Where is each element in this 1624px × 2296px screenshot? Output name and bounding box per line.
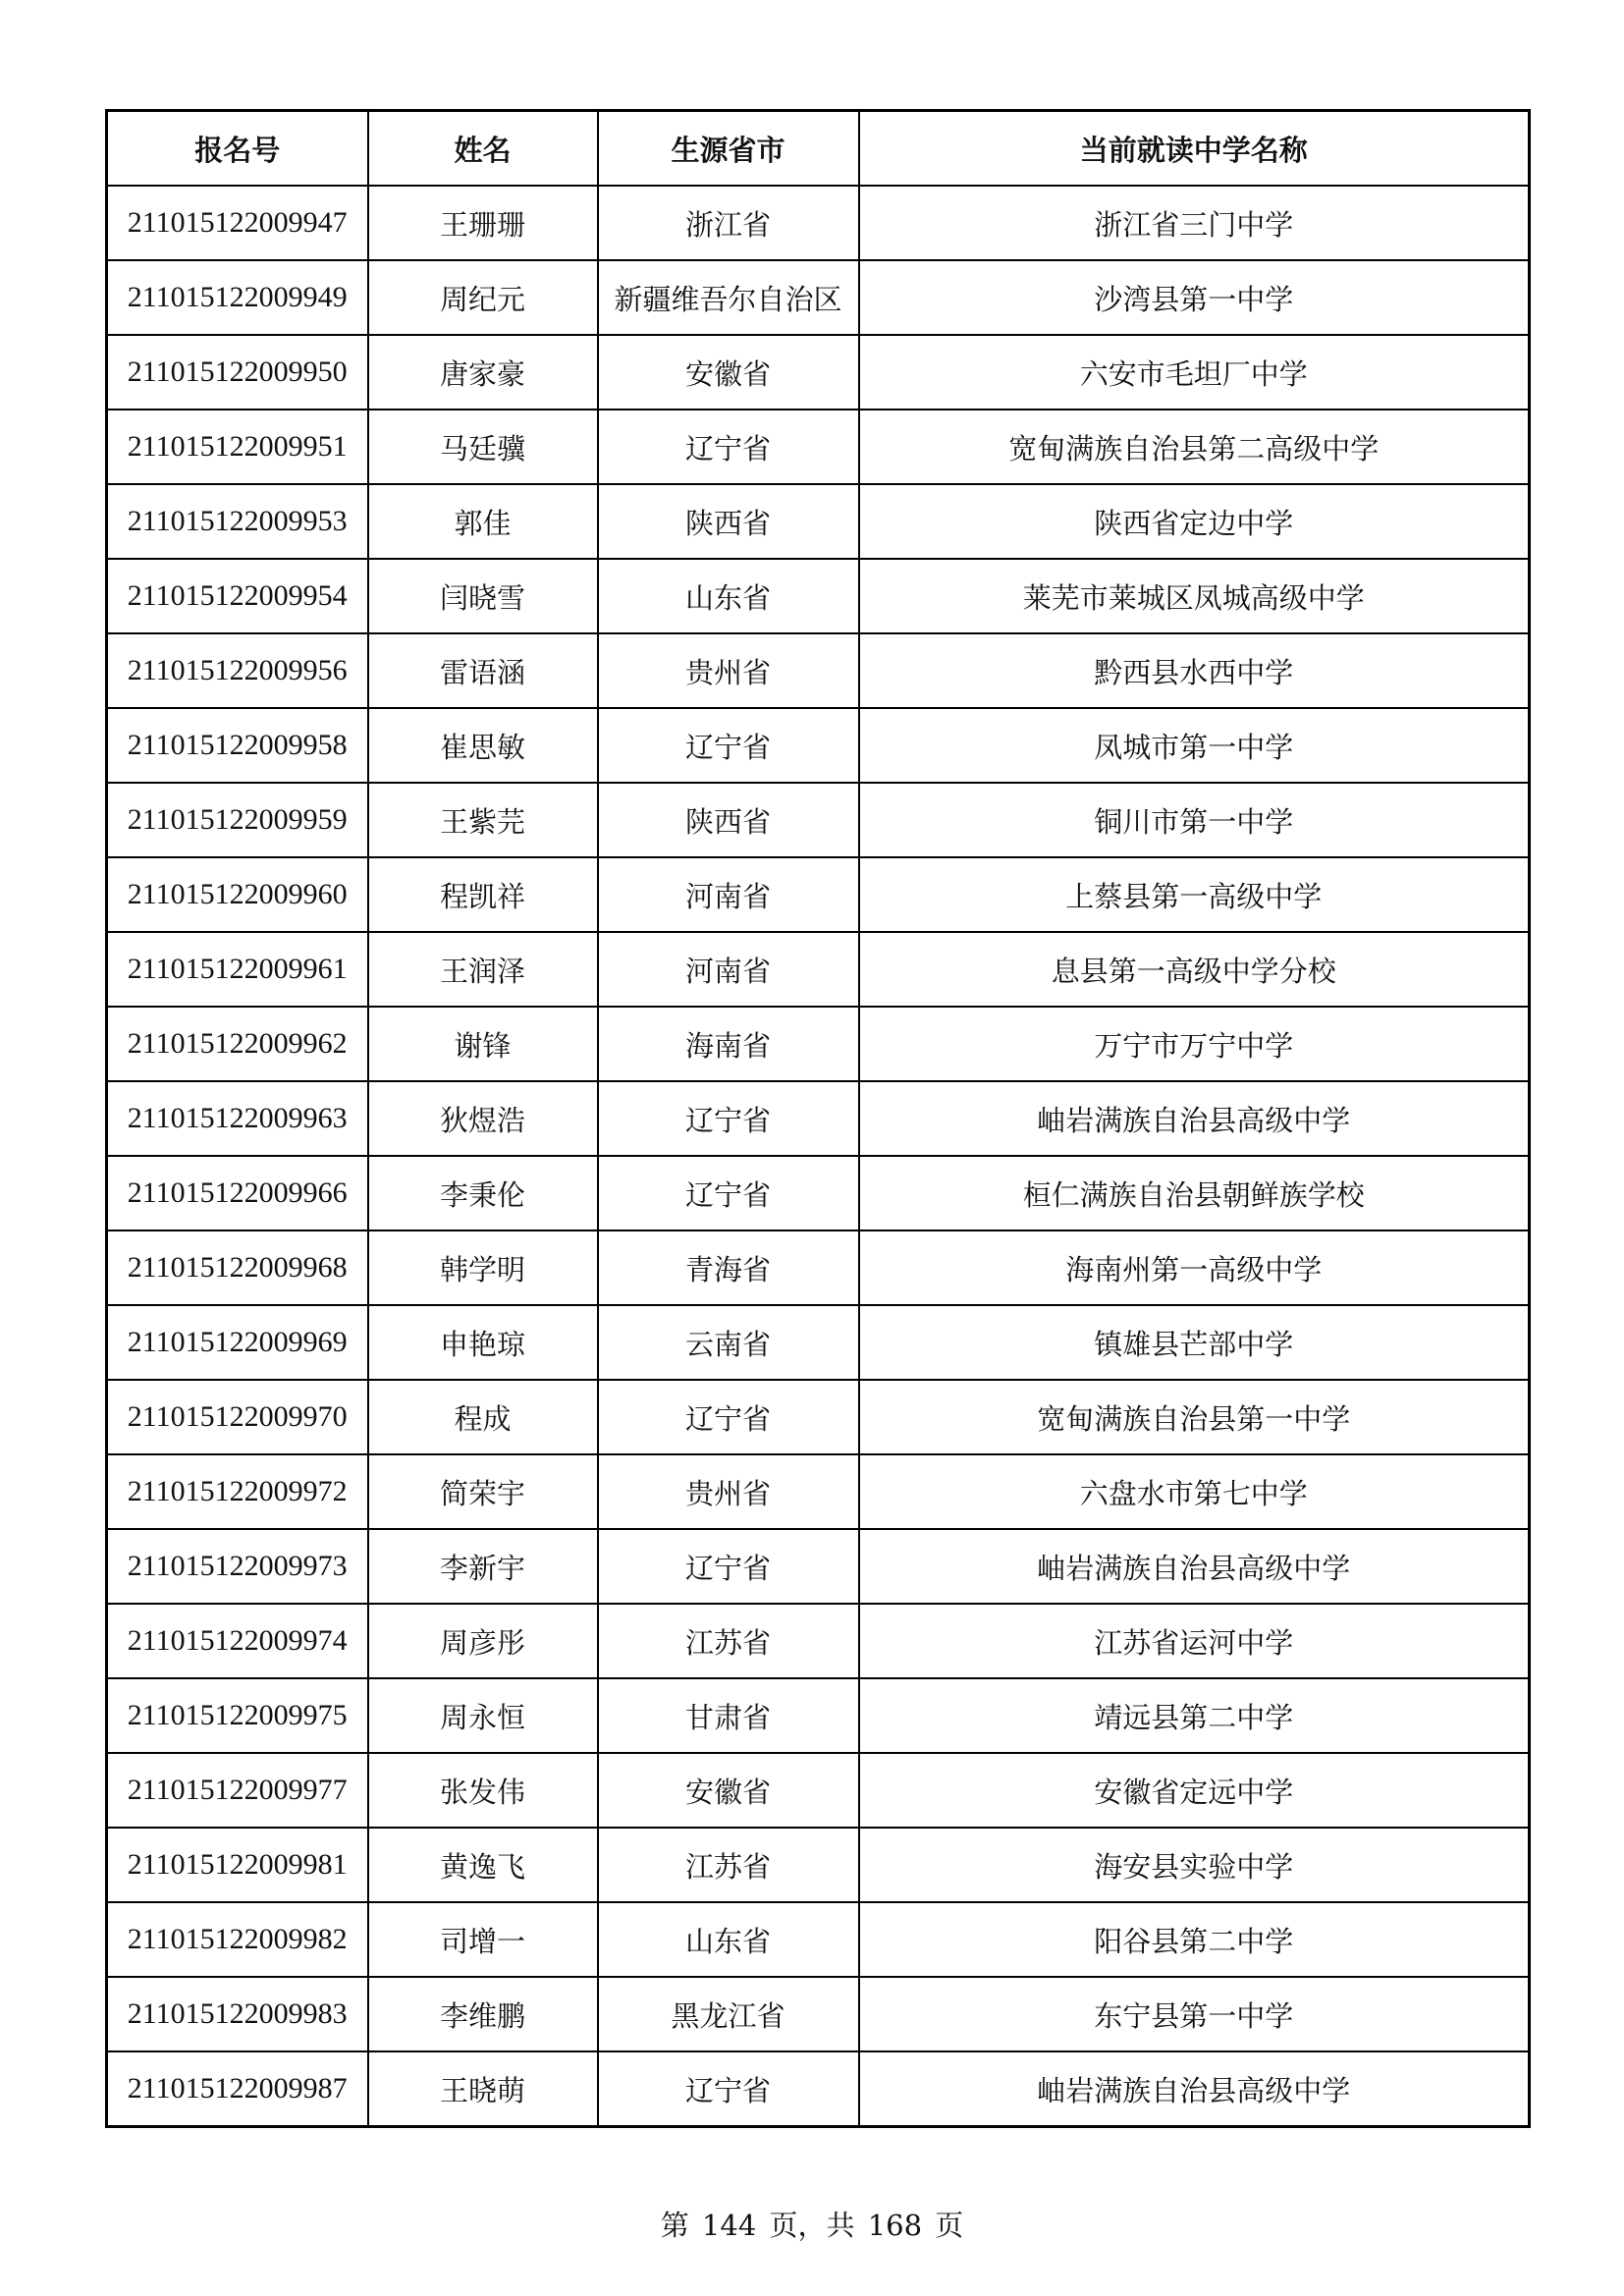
cell-name: 王紫芫	[368, 783, 598, 857]
table-row	[107, 1604, 1530, 1678]
table-row	[107, 1977, 1530, 2051]
table-row	[107, 932, 1530, 1007]
table-row	[107, 260, 1530, 335]
table-body	[107, 186, 1530, 2127]
cell-registration-number: 211015122009981	[107, 1828, 368, 1902]
cell-province: 安徽省	[598, 335, 859, 410]
cell-registration-number: 211015122009983	[107, 1977, 368, 2051]
table-row	[107, 708, 1530, 783]
cell-school: 黔西县水西中学	[859, 633, 1530, 708]
cell-registration-number: 211015122009973	[107, 1529, 368, 1604]
header-row	[107, 111, 1530, 187]
cell-name: 司增一	[368, 1902, 598, 1977]
cell-school: 岫岩满族自治县高级中学	[859, 1081, 1530, 1156]
cell-registration-number: 211015122009982	[107, 1902, 368, 1977]
cell-registration-number: 211015122009947	[107, 186, 368, 260]
table-row	[107, 783, 1530, 857]
cell-province: 辽宁省	[598, 410, 859, 484]
cell-province: 陕西省	[598, 484, 859, 559]
roster-table	[105, 109, 1531, 2128]
header-school: 当前就读中学名称	[859, 111, 1530, 187]
cell-name: 黄逸飞	[368, 1828, 598, 1902]
cell-registration-number: 211015122009949	[107, 260, 368, 335]
cell-name: 王珊珊	[368, 186, 598, 260]
cell-school: 凤城市第一中学	[859, 708, 1530, 783]
cell-school: 六盘水市第七中学	[859, 1454, 1530, 1529]
table-row	[107, 186, 1530, 260]
cell-province: 辽宁省	[598, 1081, 859, 1156]
cell-school: 岫岩满族自治县高级中学	[859, 2051, 1530, 2127]
cell-school: 沙湾县第一中学	[859, 260, 1530, 335]
cell-province: 江苏省	[598, 1828, 859, 1902]
cell-school: 上蔡县第一高级中学	[859, 857, 1530, 932]
cell-province: 海南省	[598, 1007, 859, 1081]
cell-school: 陕西省定边中学	[859, 484, 1530, 559]
cell-province: 辽宁省	[598, 1380, 859, 1454]
cell-school: 浙江省三门中学	[859, 186, 1530, 260]
cell-province: 辽宁省	[598, 1156, 859, 1230]
cell-province: 辽宁省	[598, 2051, 859, 2127]
cell-province: 云南省	[598, 1305, 859, 1380]
cell-province: 贵州省	[598, 1454, 859, 1529]
cell-registration-number: 211015122009960	[107, 857, 368, 932]
cell-school: 海安县实验中学	[859, 1828, 1530, 1902]
cell-name: 周永恒	[368, 1678, 598, 1753]
table-row	[107, 1380, 1530, 1454]
cell-name: 李维鹏	[368, 1977, 598, 2051]
cell-name: 谢锋	[368, 1007, 598, 1081]
cell-province: 青海省	[598, 1230, 859, 1305]
cell-registration-number: 211015122009987	[107, 2051, 368, 2127]
cell-province: 安徽省	[598, 1753, 859, 1828]
table-row	[107, 1007, 1530, 1081]
cell-name: 李新宇	[368, 1529, 598, 1604]
cell-school: 莱芜市莱城区凤城高级中学	[859, 559, 1530, 633]
cell-school: 万宁市万宁中学	[859, 1007, 1530, 1081]
cell-registration-number: 211015122009977	[107, 1753, 368, 1828]
cell-name: 王晓萌	[368, 2051, 598, 2127]
cell-registration-number: 211015122009959	[107, 783, 368, 857]
table-row	[107, 857, 1530, 932]
cell-registration-number: 211015122009953	[107, 484, 368, 559]
cell-registration-number: 211015122009968	[107, 1230, 368, 1305]
cell-name: 王润泽	[368, 932, 598, 1007]
cell-province: 黑龙江省	[598, 1977, 859, 2051]
cell-registration-number: 211015122009962	[107, 1007, 368, 1081]
cell-province: 河南省	[598, 932, 859, 1007]
table-row	[107, 633, 1530, 708]
cell-name: 韩学明	[368, 1230, 598, 1305]
cell-province: 贵州省	[598, 633, 859, 708]
cell-province: 陕西省	[598, 783, 859, 857]
table-row	[107, 484, 1530, 559]
cell-province: 江苏省	[598, 1604, 859, 1678]
cell-province: 山东省	[598, 559, 859, 633]
table-row	[107, 1156, 1530, 1230]
table-row	[107, 2051, 1530, 2127]
cell-school: 海南州第一高级中学	[859, 1230, 1530, 1305]
table-row	[107, 410, 1530, 484]
cell-province: 甘肃省	[598, 1678, 859, 1753]
cell-registration-number: 211015122009975	[107, 1678, 368, 1753]
cell-registration-number: 211015122009972	[107, 1454, 368, 1529]
cell-province: 新疆维吾尔自治区	[598, 260, 859, 335]
cell-name: 李秉伦	[368, 1156, 598, 1230]
cell-school: 息县第一高级中学分校	[859, 932, 1530, 1007]
cell-registration-number: 211015122009969	[107, 1305, 368, 1380]
cell-registration-number: 211015122009958	[107, 708, 368, 783]
cell-school: 岫岩满族自治县高级中学	[859, 1529, 1530, 1604]
cell-name: 狄煜浩	[368, 1081, 598, 1156]
cell-school: 东宁县第一中学	[859, 1977, 1530, 2051]
cell-school: 宽甸满族自治县第二高级中学	[859, 410, 1530, 484]
cell-name: 程成	[368, 1380, 598, 1454]
cell-name: 周彦彤	[368, 1604, 598, 1678]
table-row	[107, 1081, 1530, 1156]
cell-school: 六安市毛坦厂中学	[859, 335, 1530, 410]
cell-registration-number: 211015122009974	[107, 1604, 368, 1678]
cell-school: 靖远县第二中学	[859, 1678, 1530, 1753]
header-province: 生源省市	[598, 111, 859, 187]
cell-school: 铜川市第一中学	[859, 783, 1530, 857]
cell-name: 申艳琼	[368, 1305, 598, 1380]
cell-school: 阳谷县第二中学	[859, 1902, 1530, 1977]
table-row	[107, 1678, 1530, 1753]
cell-province: 辽宁省	[598, 708, 859, 783]
cell-name: 崔思敏	[368, 708, 598, 783]
table-header	[107, 111, 1530, 187]
cell-name: 张发伟	[368, 1753, 598, 1828]
cell-registration-number: 211015122009954	[107, 559, 368, 633]
cell-name: 简荣宇	[368, 1454, 598, 1529]
table-row	[107, 559, 1530, 633]
cell-registration-number: 211015122009951	[107, 410, 368, 484]
cell-name: 郭佳	[368, 484, 598, 559]
cell-registration-number: 211015122009966	[107, 1156, 368, 1230]
cell-province: 山东省	[598, 1902, 859, 1977]
table-row	[107, 1828, 1530, 1902]
cell-registration-number: 211015122009963	[107, 1081, 368, 1156]
table-row	[107, 1230, 1530, 1305]
table-row	[107, 1753, 1530, 1828]
cell-province: 辽宁省	[598, 1529, 859, 1604]
cell-school: 宽甸满族自治县第一中学	[859, 1380, 1530, 1454]
cell-name: 唐家豪	[368, 335, 598, 410]
page-number: 第 144 页，共 168 页	[660, 2209, 964, 2242]
cell-school: 桓仁满族自治县朝鲜族学校	[859, 1156, 1530, 1230]
table-row	[107, 1902, 1530, 1977]
cell-province: 浙江省	[598, 186, 859, 260]
cell-name: 马廷骥	[368, 410, 598, 484]
cell-registration-number: 211015122009950	[107, 335, 368, 410]
cell-province: 河南省	[598, 857, 859, 932]
cell-school: 安徽省定远中学	[859, 1753, 1530, 1828]
cell-school: 镇雄县芒部中学	[859, 1305, 1530, 1380]
header-name: 姓名	[368, 111, 598, 187]
cell-name: 闫晓雪	[368, 559, 598, 633]
cell-registration-number: 211015122009970	[107, 1380, 368, 1454]
cell-registration-number: 211015122009961	[107, 932, 368, 1007]
table-row	[107, 1305, 1530, 1380]
cell-name: 雷语涵	[368, 633, 598, 708]
table-row	[107, 1454, 1530, 1529]
cell-registration-number: 211015122009956	[107, 633, 368, 708]
cell-school: 江苏省运河中学	[859, 1604, 1530, 1678]
cell-name: 周纪元	[368, 260, 598, 335]
table-row	[107, 1529, 1530, 1604]
table-row	[107, 335, 1530, 410]
cell-name: 程凯祥	[368, 857, 598, 932]
header-registration-number: 报名号	[107, 111, 368, 187]
